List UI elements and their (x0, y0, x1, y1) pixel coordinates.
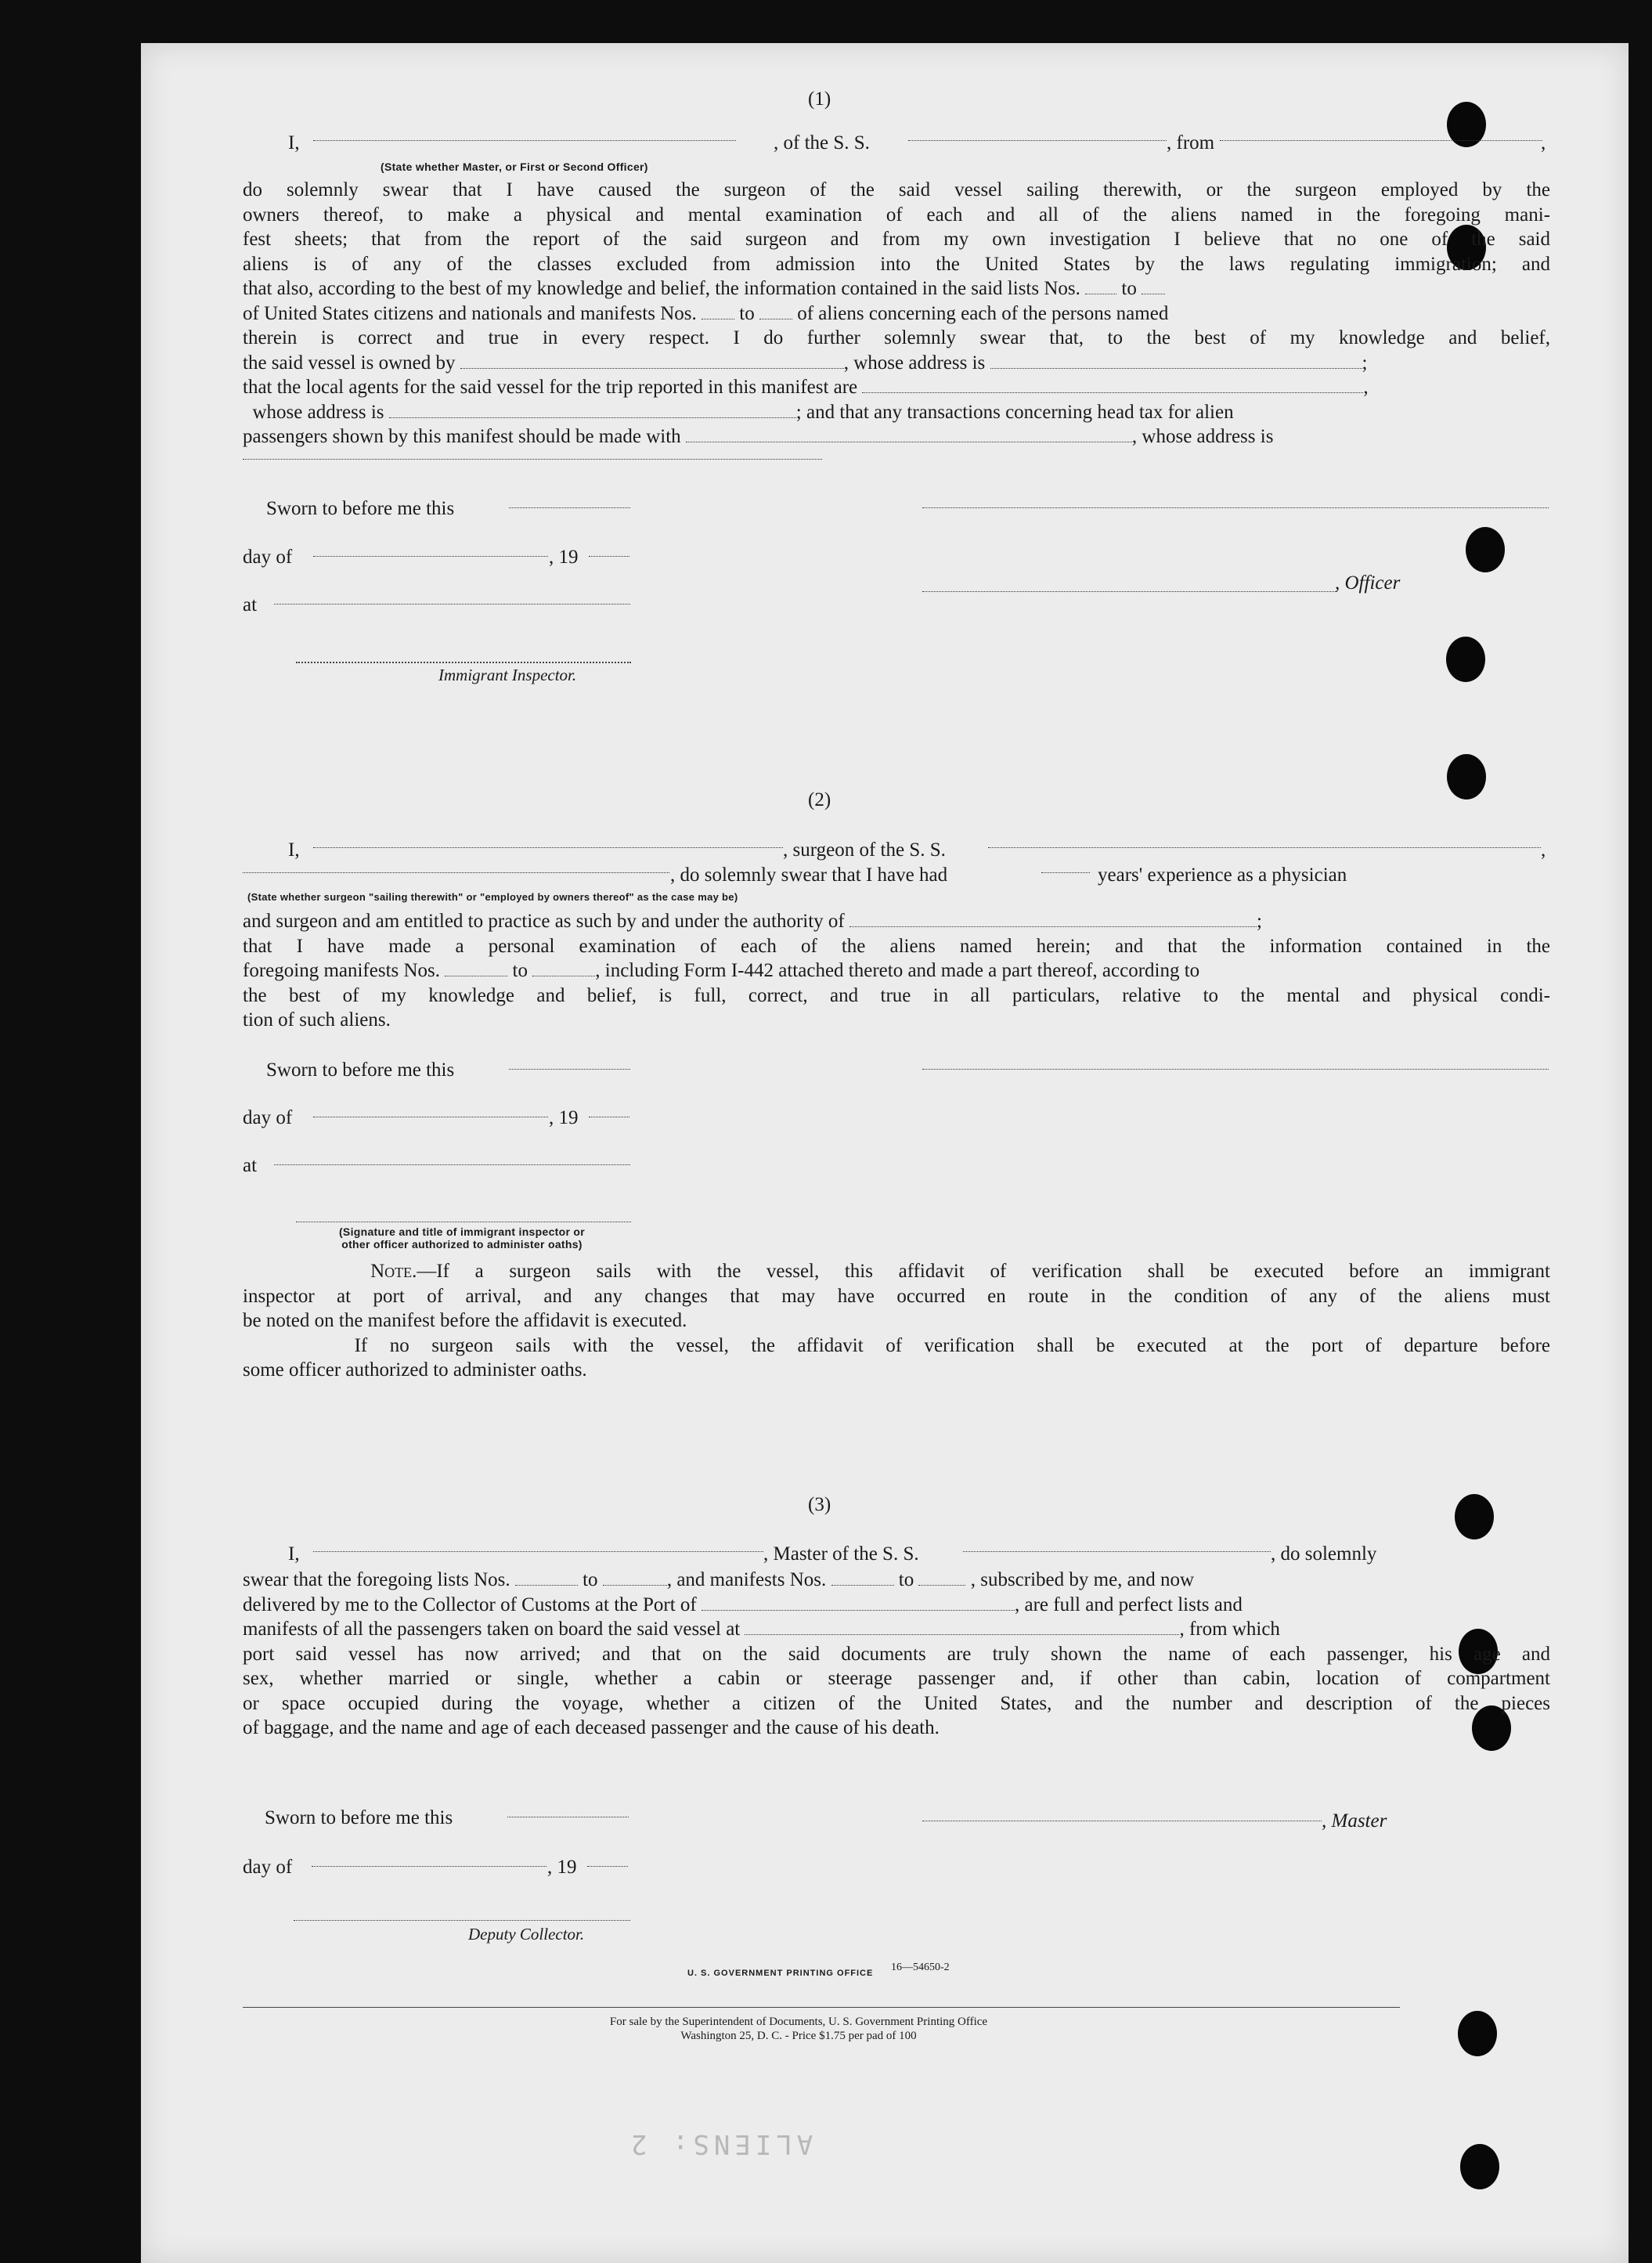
surgeon-note: (State whether surgeon "sailing therewith" or "employed by owners thereof" as the case may be) (247, 891, 738, 903)
day-month-blank[interactable] (312, 1866, 546, 1867)
vessel-name-blank[interactable] (908, 140, 1167, 141)
signature-blank[interactable] (922, 507, 1549, 508)
local-agents-blank[interactable] (862, 377, 1363, 393)
body-line: or space occupied during the voyage, whether a citizen of the United States, and the number and description of the pieces (243, 1692, 1550, 1714)
body-line: swear that the foregoing lists Nos. to , and manifests Nos. to , subscribed by me, and now (243, 1569, 1195, 1590)
contact-address-blank[interactable] (243, 459, 822, 460)
solemnly-label: , do solemnly (1271, 1543, 1377, 1565)
surgeon-of-label: , surgeon of the S. S. (783, 839, 946, 861)
body-line: that I have made a personal examination of each of the aliens named herein; and that the information contained in the (243, 935, 1550, 957)
body-line: port said vessel has now arrived; and that on the said documents are truly shown the name of each passenger, his age and (243, 1643, 1550, 1665)
bleed-through-stamp: ALIENS: 2 (626, 2128, 813, 2160)
body-line: tion of such aliens. (243, 1009, 391, 1030)
body-line: therein is correct and true in every respect. I do further solemnly swear that, to the best of my knowledge and belief, (243, 327, 1550, 348)
footer-rule (243, 2007, 1400, 2008)
body-line: the best of my knowledge and belief, is full, correct, and true in all particulars, relative to the mental and physical condi- (243, 984, 1550, 1006)
section-2-body (243, 909, 1550, 1033)
section-3-body (243, 1568, 1550, 1741)
head-tax-contact-blank[interactable] (686, 426, 1132, 442)
officer-label: , Officer (1335, 572, 1401, 594)
note-line: some officer authorized to administer oaths. (243, 1359, 587, 1381)
at-label: at (243, 594, 258, 615)
surgeon-name-blank[interactable] (313, 847, 783, 848)
body-line: fest sheets; that from the report of the said surgeon and from my own investigation I believe that no one of the said (243, 229, 1550, 250)
of-ss-label: , of the S. S. (774, 132, 870, 153)
section-1-body (243, 178, 1550, 449)
section-1-number: (1) (808, 88, 831, 110)
year-prefix: , 19 (549, 547, 579, 568)
agents-address-blank[interactable] (389, 402, 796, 418)
officer-signature-blank[interactable] (922, 591, 1337, 592)
list-to-blank[interactable] (603, 1569, 667, 1586)
section-2-i: I, (288, 839, 300, 861)
note-line: be noted on the manifest before the affidavit is executed. (243, 1310, 687, 1331)
list-no-from-blank[interactable] (1085, 278, 1116, 294)
form-page: (1) I, , of the S. S. , from , (State whether Master, or First or Second Officer) do solemnly swear that I have caused the surgeon of the said vessel sailing therewith, or the surgeon employed by the owners thereof, to make a physical and mental examination of each and all of the aliens named in the foregoing mani- fest sheets; that from the report of the said surgeon and from my own investigation I believe that no one of the said aliens is of any of the classes excluded from admission into the United States by the laws regulating immigration; and that also, according to the best of my knowledge and belief, the information contained in the said lists Nos. to of United States citizens and nationals and manifests Nos. to of aliens concerning each of the persons named therein is correct and true in every respect. I do further solemnly swear that, to the best of my knowledge and belief, the said vessel is owned by , whose address is ; that the local agents for the said vessel for the trip reported in this manifest are , whose address is ; and that any transactions concerning head tax for alien passengers shown by this manifest should be made with , whose address is Sworn to before me this day of , 19 , Officer at Immigrant Inspector. (2) I, , surgeon of the S. S. , , do solemnly swear that I have had years' experience as a physician (State whether surgeon "sailing therewith" or "employed by owners thereof" as the case may be) and surgeon and am entitled to practice as such by and under the authority of ; that I have made a personal examination of each of the aliens named herein; and that the information contained in the foregoing manifests Nos. to , including Form I-442 attached thereto and made a part thereof, according to the best of my knowledge and belief, is full, correct, and true in all particulars, relative to the mental and physical condi- tion of such aliens. Sworn to before me this day of , 19 at (Signature and title of immigrant inspector or other officer authorized to administer oaths) Note.—If a surgeon sails with the vessel, this affidavit of verification shall be executed before an immigrant inspector at port of arrival, and any changes that may have occurred en route in the condition of any of the aliens must be noted on the manifest before the affidavit is executed. If no surgeon sails with the vessel, the affidavit of verification shall be executed at the port of departure before some officer authorized to administer oaths. (3) I, , Master of the S. S. , do solemnly swear that the foregoing lists Nos. to , and manifests Nos. to , subscribed by me, and now delivered by me to the Collector of Customs at the Port of , are full and perfect lists and manifests of all the passengers taken on board the said vessel at , from which port said vessel has now arrived; and that on the said documents are truly shown the name of each passenger, his age and sex, whether married or single, whether a cabin or steerage passenger and, if other than cabin, location of compartment or space occupied during the voyage, whether a citizen of the United States, and the number and description of the pieces of baggage, and the name and age of each deceased passenger and the cause of his death. Sworn to before me this , Master day of , 19 Deputy Collector. U. S. GOVERNMENT PRINTING OFFICE 16—54650-2 For sale by the Superintendent of Documents, U. S. Government Printing Office Washington 25, D. C. - Price $1.75 per pad of 100 ALIENS: 2 (141, 43, 1629, 2263)
authority-blank[interactable] (849, 911, 1257, 927)
at-place-blank[interactable] (274, 604, 630, 605)
binder-hole (1447, 754, 1486, 799)
inspector-label: Immigrant Inspector. (438, 666, 577, 684)
manifest-to-blank[interactable] (532, 960, 595, 976)
owner-blank[interactable] (460, 352, 844, 369)
section-1-i: I, (288, 132, 300, 153)
vessel-name-blank[interactable] (963, 1551, 1271, 1552)
at-place-blank[interactable] (274, 1164, 630, 1165)
at-label: at (243, 1155, 258, 1176)
body-line: of baggage, and the name and age of each deceased passenger and the cause of his death. (243, 1717, 940, 1738)
sale-notice: For sale by the Superintendent of Documents, U. S. Government Printing Office Washington 25, D. C. - Price $1.75 per pad of 100 (609, 2016, 988, 2042)
body-line: do solemnly swear that I have caused the surgeon of the said vessel sailing therewith, or the surgeon employed by the (243, 179, 1550, 200)
from-label: , from (1167, 132, 1215, 153)
body-line: that also, according to the best of my knowledge and belief, the information contained in the said lists Nos. to (243, 276, 1550, 301)
surgeon-signature-blank[interactable] (922, 1069, 1549, 1070)
body-line: and surgeon and am entitled to practice as such by and under the authority of ; (243, 911, 1262, 932)
binder-hole (1455, 1494, 1494, 1539)
year-prefix: , 19 (547, 1857, 577, 1878)
year-blank[interactable] (587, 1866, 628, 1867)
manifest-from-blank[interactable] (831, 1569, 894, 1586)
body-line: foregoing manifests Nos. to , including Form I-442 attached thereto and made a part thereof, according to (243, 960, 1200, 981)
deputy-signature-line[interactable] (294, 1920, 630, 1921)
binder-hole (1460, 2144, 1499, 2189)
day-month-blank[interactable] (313, 556, 548, 557)
swear-label: , do solemnly swear that I have had (670, 864, 948, 886)
master-label: , Master (1322, 1810, 1387, 1832)
form-code: 16—54650-2 (891, 1962, 950, 1973)
body-line: owners thereof, to make a physical and mental examination of each and all of the aliens named in the foregoing mani- (243, 204, 1550, 226)
section-3-number: (3) (808, 1494, 831, 1515)
customs-port-blank[interactable] (702, 1594, 1015, 1611)
day-of-label: day of (243, 1107, 293, 1128)
sworn-label: Sworn to before me this (265, 1807, 453, 1828)
body-line: whose address is ; and that any transactions concerning head tax for alien (252, 401, 1234, 423)
year-prefix: , 19 (549, 1107, 579, 1128)
role-note: (State whether Master, or First or Second Officer) (381, 161, 648, 173)
sworn-label: Sworn to before me this (266, 1059, 455, 1081)
manifest-to-blank[interactable] (918, 1569, 965, 1586)
manifest-no-to-blank[interactable] (759, 303, 792, 319)
from-port-blank[interactable] (1220, 140, 1542, 141)
signature-note: (Signature and title of immigrant inspector or other officer authorized to administer oaths) (338, 1225, 586, 1251)
body-line: aliens is of any of the classes excluded from admission into the United States by the laws regulating immigration; and (243, 253, 1550, 275)
binder-hole (1458, 2011, 1497, 2056)
printing-office: U. S. GOVERNMENT PRINTING OFFICE (687, 1969, 874, 1978)
years-label: years' experience as a physician (1098, 864, 1347, 886)
owner-address-blank[interactable] (990, 352, 1362, 369)
section-2-number: (2) (808, 789, 831, 810)
deputy-label: Deputy Collector. (468, 1925, 585, 1944)
sworn-date-blank[interactable] (509, 507, 630, 508)
body-line: delivered by me to the Collector of Customs at the Port of , are full and perfect lists and (243, 1593, 1243, 1615)
list-no-to-blank[interactable] (1142, 278, 1165, 294)
surgeon-vessel-blank[interactable] (988, 847, 1541, 848)
note-line: inspector at port of arrival, and any changes that may have occurred en route in the condition of any of the aliens must (243, 1285, 1550, 1307)
body-line: sex, whether married or single, whether a cabin or steerage passenger and, if other than cabin, location of compartment (243, 1668, 1550, 1689)
body-line: of United States citizens and nationals and manifests Nos. to of aliens concerning each of the persons named (243, 302, 1169, 324)
note-line: Note.—If a surgeon sails with the vessel, this affidavit of verification shall be executed before an immigrant (370, 1261, 1550, 1282)
binder-hole (1446, 637, 1485, 682)
year-blank[interactable] (589, 556, 629, 557)
binder-hole (1466, 527, 1505, 572)
manifest-no-from-blank[interactable] (702, 303, 734, 319)
master-name-blank[interactable] (313, 1551, 763, 1552)
section-3-i: I, (288, 1543, 300, 1565)
master-of-label: , Master of the S. S. (763, 1543, 919, 1565)
body-line: that the local agents for the said vessel for the trip reported in this manifest are , (243, 377, 1369, 398)
note-line: If no surgeon sails with the vessel, the affidavit of verification shall be executed at the port of departure before (354, 1334, 1551, 1356)
body-line: the said vessel is owned by , whose address is ; (243, 352, 1368, 374)
day-of-label: day of (243, 1857, 293, 1878)
day-of-label: day of (243, 547, 293, 568)
sworn-date-blank[interactable] (509, 1069, 630, 1070)
embark-port-blank[interactable] (745, 1619, 1179, 1635)
surgeon-status-blank[interactable] (243, 872, 669, 873)
years-blank[interactable] (1041, 872, 1090, 873)
body-line: passengers shown by this manifest should be made with , whose address is (243, 426, 1274, 447)
body-line: manifests of all the passengers taken on board the said vessel at , from which (243, 1619, 1280, 1640)
list-from-blank[interactable] (515, 1569, 578, 1586)
sworn-label: Sworn to before me this (266, 498, 455, 519)
note-block (243, 1259, 1550, 1383)
master-name-blank[interactable] (313, 140, 736, 141)
manifest-from-blank[interactable] (445, 960, 507, 976)
